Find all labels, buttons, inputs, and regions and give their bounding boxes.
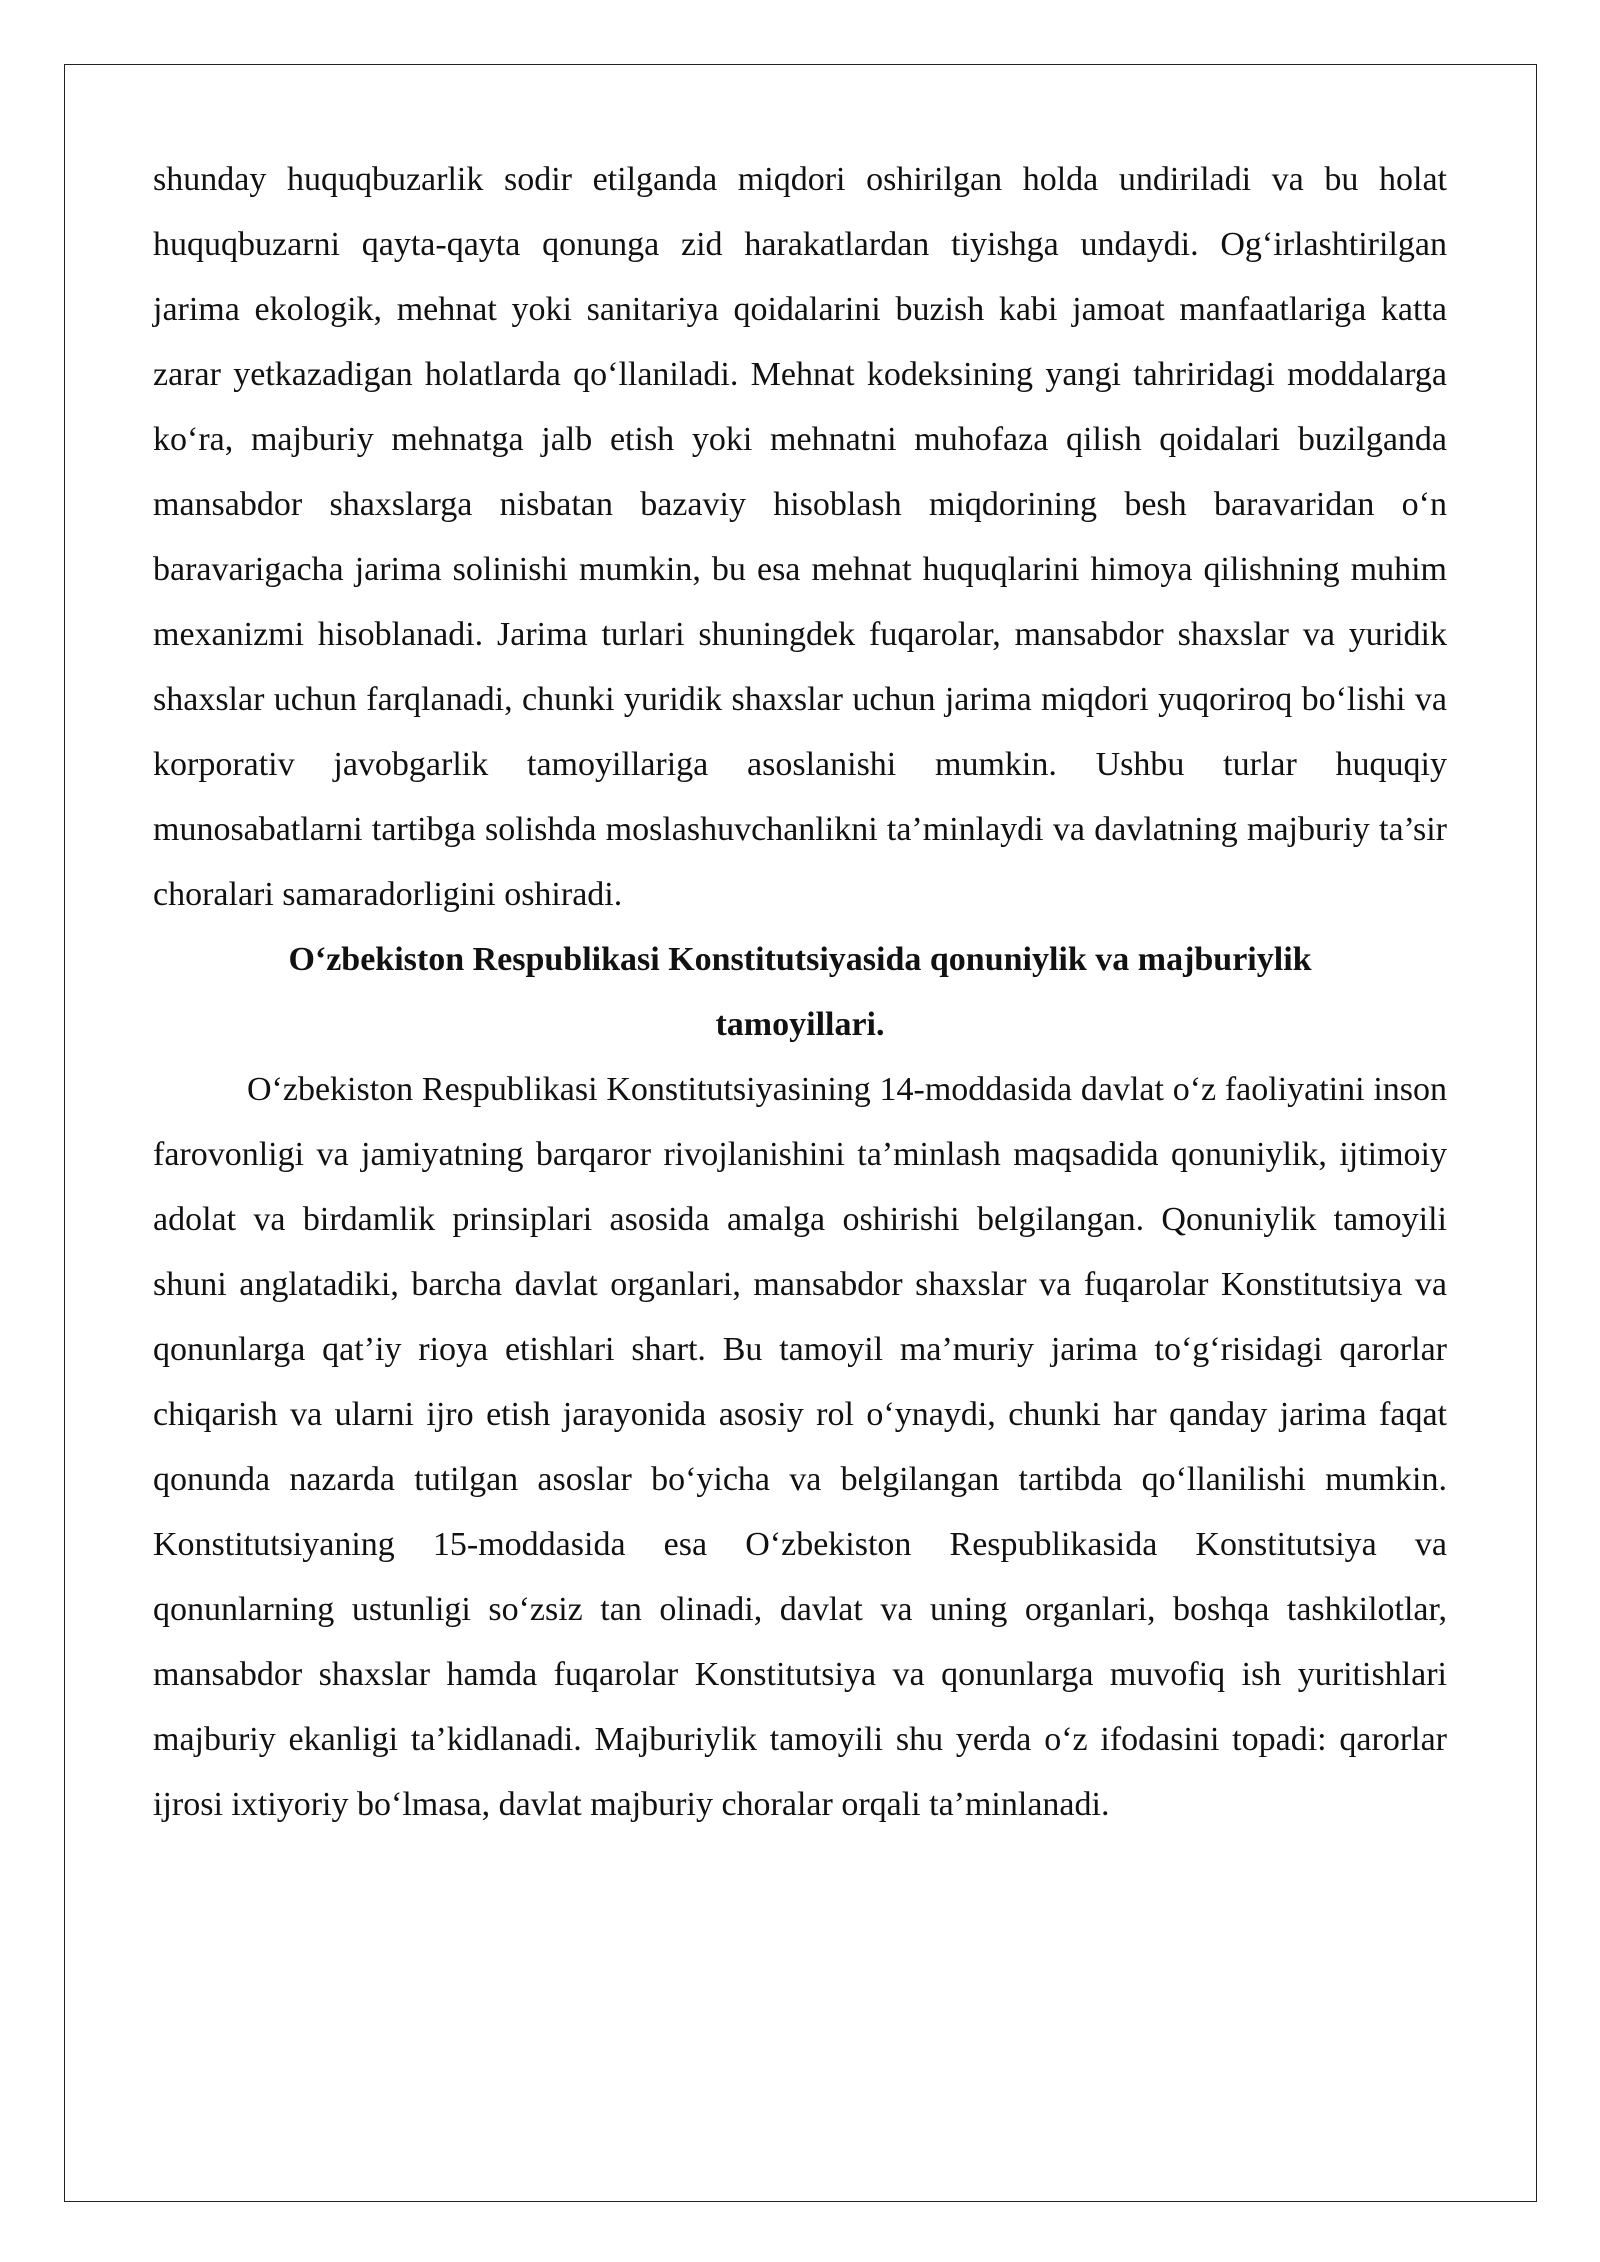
paragraph-continuation: shunday huquqbuzarlik sodir etilganda miqdori oshirilgan holda undiriladi va bu holat huquqbuzarni qayta-qayta qonunga zid harakatlardan tiyishga undaydi. Og‘irlashtirilgan jarima ekologik, mehnat yoki sanitariya qoidalarini buzish kabi jamoat manfaatlariga katta zarar yetkazadigan holatlarda qo‘llaniladi. Mehnat kodeksining yangi tahriridagi moddalarga ko‘ra, majburiy mehnatga jalb etish yoki mehnatni muhofaza qilish qoidalari buzilganda mansabdor shaxslarga nisbatan bazaviy hisoblash miqdorining besh baravaridan o‘n baravarigacha jarima solinishi mumkin, bu esa mehnat huquqlarini himoya qilishning muhim mexanizmi hisoblanadi. Jarima turlari shuningdek fuqarolar, mansabdor shaxslar va yuridik shaxslar uchun farqlanadi, chunki yuridik shaxslar uchun jarima miqdori yuqoriroq bo‘lishi va korporativ javobgarlik tamoyillariga asoslanishi mumkin. Ushbu turlar huquqiy munosabatlarni tartibga solishda moslashuvchanlikni ta’minlaydi va davlatning majburiy ta’sir choralari samaradorligini oshiradi. [153, 161, 1447, 913]
section-heading-line-2: tamoyillari. [715, 1006, 885, 1043]
paragraph-constitution-principles: O‘zbekiston Respublikasi Konstitutsiyasining 14-moddasida davlat o‘z faoliyatini inson farovonligi va jamiyatning barqaror rivojlanishini ta’minlash maqsadida qonuniylik, ijtimoiy adolat va birdamlik prinsiplari asosida amalga oshirishi belgilangan. Qonuniylik tamoyili shuni anglatadiki, barcha davlat organlari, mansabdor shaxslar va fuqarolar Konstitutsiya va qonunlarga qat’iy rioya etishlari shart. Bu tamoyil ma’muriy jarima to‘g‘risidagi qarorlar chiqarish va ularni ijro etish jarayonida asosiy rol o‘ynaydi, chunki har qanday jarima faqat qonunda nazarda tutilgan asoslar bo‘yicha va belgilangan tartibda qo‘llanilishi mumkin. Konstitutsiyaning 15-moddasida esa O‘zbekiston Respublikasida Konstitutsiya va qonunlarning ustunligi so‘zsiz tan olinadi, davlat va uning organlari, boshqa tashkilotlar, mansabdor shaxslar hamda fuqarolar Konstitutsiya va qonunlarga muvofiq ish yuritishlari majburiy ekanligi ta’kidlanadi. Majburiylik tamoyili shu yerda o‘z ifodasini topadi: qarorlar ijrosi ixtiyoriy bo‘lmasa, davlat majburiy choralar orqali ta’minlanadi. [153, 1071, 1447, 1823]
section-heading-line-1: O‘zbekiston Respublikasi Konstitutsiyasida qonuniylik va majburiylik [288, 941, 1312, 978]
document-body [153, 147, 1447, 1837]
section-heading [153, 927, 1447, 1057]
